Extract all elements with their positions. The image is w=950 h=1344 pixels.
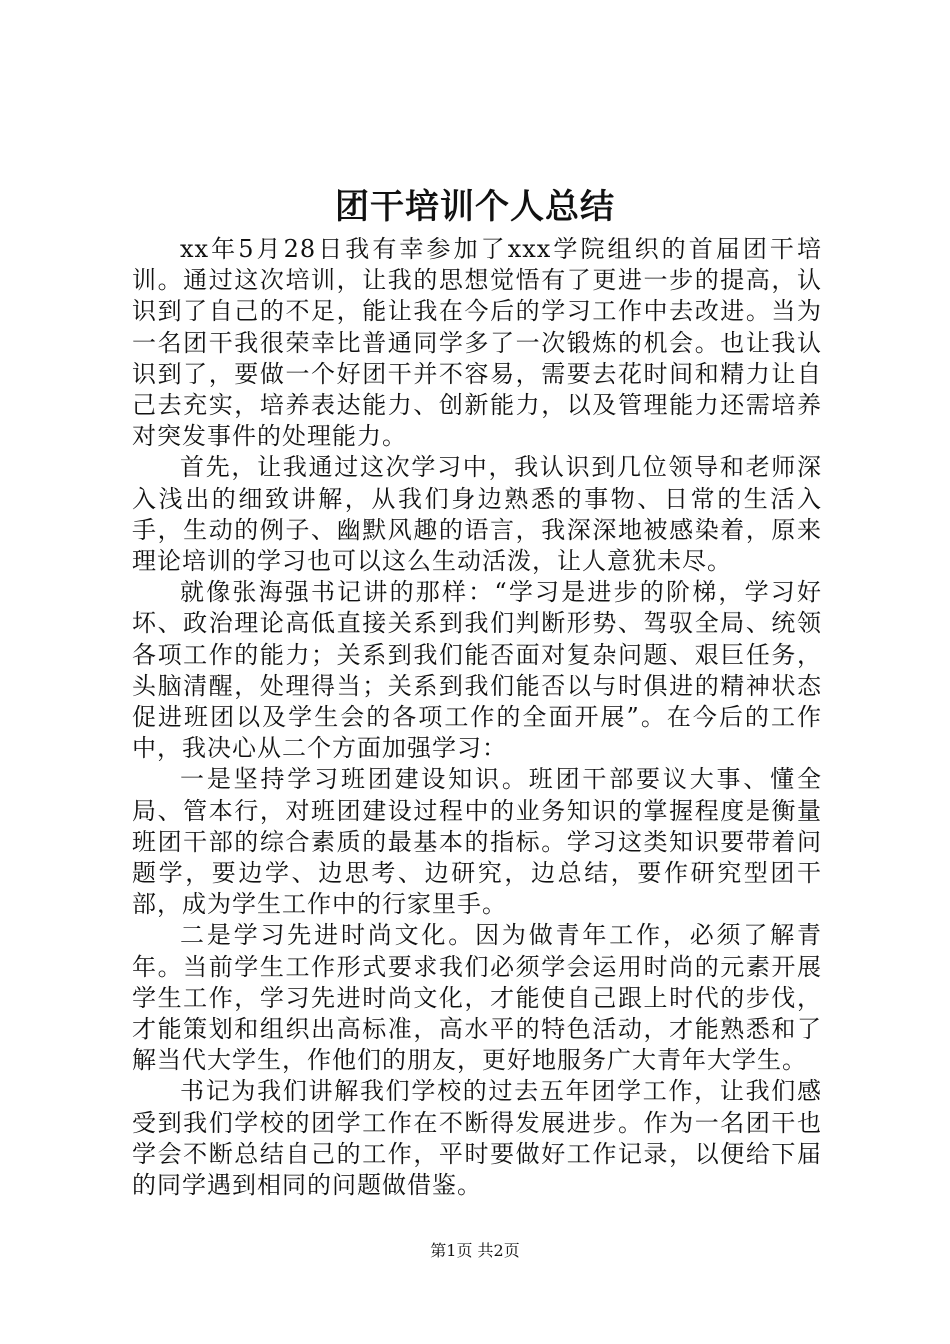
- paragraph-6: 书记为我们讲解我们学校的过去五年团学工作，让我们感受到我们学校的团学工作在不断得发展进步。作为一名团干也学会不断总结自己的工作，平时要做好工作记录，以便给下届的同学遇到相同的问题做借鉴。: [132, 1077, 822, 1200]
- paragraph-5: 二是学习先进时尚文化。因为做青年工作，必须了解青年。当前学生工作形式要求我们必须学会运用时尚的元素开展学生工作，学习先进时尚文化，才能使自己跟上时代的步伐，才能策划和组织出高标准，高水平的特色活动，才能熟悉和了解当代大学生，作他们的朋友，更好地服务广大青年大学生。: [132, 921, 822, 1075]
- paragraph-3: 就像张海强书记讲的那样：“学习是进步的阶梯，学习好坏、政治理论高低直接关系到我们判断形势、驾驭全局、统领各项工作的能力；关系到我们能否面对复杂问题、艰巨任务，头脑清醒，处理得当；关系到我们能否以与时俱进的精神状态促进班团以及学生会的各项工作的全面开展”。在今后的工作中，我决心从二个方面加强学习：: [132, 578, 822, 763]
- paragraph-1: xx年5月28日我有幸参加了xxx学院组织的首届团干培训。通过这次培训，让我的思想觉悟有了更进一步的提高，认识到了自己的不足，能让我在今后的学习工作中去改进。当为一名团干我很荣幸比普通同学多了一次锻炼的机会。也让我认识到了，要做一个好团干并不容易，需要去花时间和精力让自己去充实，培养表达能力、创新能力，以及管理能力还需培养对突发事件的处理能力。: [132, 235, 822, 451]
- document-title: 团干培训个人总结: [335, 187, 615, 227]
- page-footer: 第1页 共2页: [430, 1241, 520, 1260]
- paragraph-4: 一是坚持学习班团建设知识。班团干部要议大事、懂全局、管本行，对班团建设过程中的业务知识的掌握程度是衡量班团干部的综合素质的最基本的指标。学习这类知识要带着问题学，要边学、边思考、边研究，边总结，要作研究型团干部，成为学生工作中的行家里手。: [132, 765, 822, 919]
- document-body: [132, 234, 822, 1201]
- paragraph-2: 首先，让我通过这次学习中，我认识到几位领导和老师深入浅出的细致讲解，从我们身边熟悉的事物、日常的生活入手，生动的例子、幽默风趣的语言，我深深地被感染着，原来理论培训的学习也可以这么生动活泼，让人意犹未尽。: [132, 453, 822, 576]
